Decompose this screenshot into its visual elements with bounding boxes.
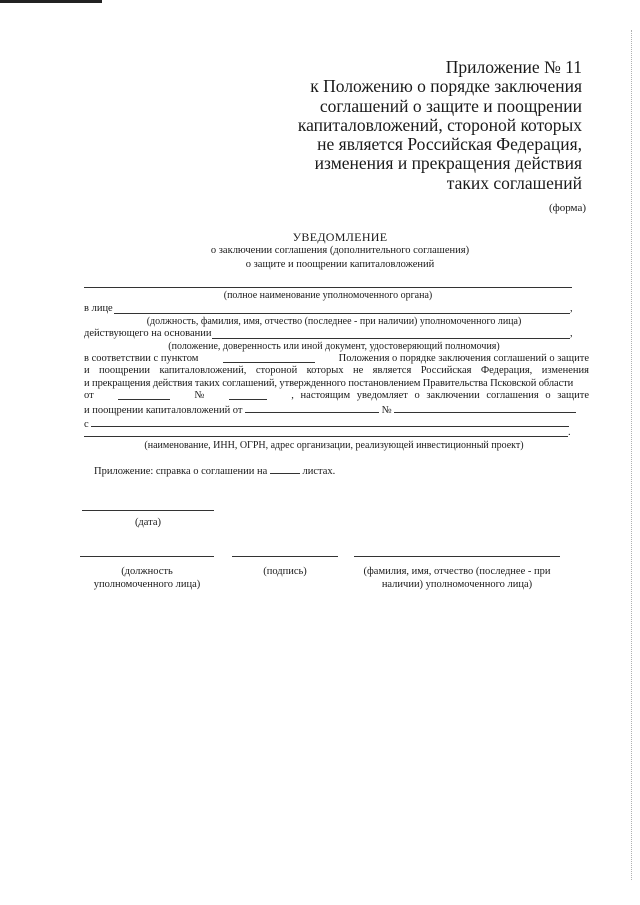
scan-dotted-edge — [630, 30, 632, 880]
fio-caption — [350, 565, 564, 591]
paragraph-r4-ot: от — [84, 390, 94, 402]
acting-basis-label: действующего на основании — [84, 328, 212, 339]
organization-field-line-2[interactable] — [84, 436, 568, 437]
paragraph-r4-no: № — [194, 390, 205, 402]
attachment-prefix: Приложение: справка о соглашении на — [94, 466, 268, 477]
paragraph-row-1 — [84, 353, 589, 365]
appendix-line-4: не является Российская Федерация, — [317, 134, 582, 155]
paragraph-r5-no: № — [381, 404, 392, 416]
position-caption-line-1: (должность — [121, 566, 173, 577]
fio-caption-line-2: наличии) уполномоченного лица) — [381, 579, 533, 590]
authority-caption: (полное наименование уполномоченного органа) — [223, 290, 433, 301]
organization-dot: . — [568, 427, 571, 438]
person-comma: , — [570, 303, 573, 314]
signature-caption: (подпись) — [263, 566, 307, 577]
scan-edge-mark — [0, 0, 102, 3]
fio-caption-line-1: (фамилия, имя, отчество (последнее - при — [363, 566, 551, 577]
authority-name-field[interactable] — [84, 287, 572, 288]
appendix-line-3: капиталовложений, стороной которых — [297, 114, 582, 135]
agreement-date-field[interactable] — [245, 403, 379, 413]
appendix-header — [282, 58, 582, 193]
basis-field[interactable] — [212, 338, 570, 339]
form-label: (форма) — [548, 202, 586, 214]
paragraph-row-6 — [84, 417, 589, 431]
clause-number-field[interactable] — [223, 353, 315, 363]
basis-caption: (положение, доверенность или иной документ, удостоверяющий полномочия) — [168, 341, 500, 352]
agreement-number-field[interactable] — [394, 403, 576, 413]
date-caption: (дата) — [134, 517, 162, 528]
notification-paragraph — [84, 353, 589, 431]
person-caption: (должность, фамилия, имя, отчество (последнее - при наличии) уполномоченного лица) — [146, 316, 522, 327]
attachment-line — [94, 464, 335, 478]
paragraph-r5-a: и поощрении капиталовложений от — [84, 404, 243, 416]
sheets-count-field[interactable] — [270, 464, 300, 474]
paragraph-row-2: и поощрении капиталовложений, стороной которых не является Российская Федерация, изменения — [84, 365, 589, 377]
in-person-label: в лице — [84, 303, 113, 314]
appendix-line-1: к Положению о порядке заключения — [310, 76, 582, 97]
appendix-number: Приложение № 11 — [445, 57, 582, 77]
paragraph-row-5 — [84, 403, 589, 417]
organization-field[interactable] — [91, 417, 569, 427]
position-field[interactable] — [80, 556, 214, 557]
signature-field[interactable] — [232, 556, 338, 557]
paragraph-row-3: и прекращения действия таких соглашений, утвержденного постановлением Правительства Псковской области — [84, 377, 574, 389]
fio-field[interactable] — [354, 556, 560, 557]
paragraph-r6: с — [84, 419, 89, 431]
basis-comma: , — [570, 328, 573, 339]
attachment-suffix: листах. — [302, 466, 336, 477]
title-sub-1: о заключении соглашения (дополнительного соглашения) — [210, 245, 470, 256]
appendix-line-6: таких соглашений — [446, 172, 582, 193]
organization-caption: (наименование, ИНН, ОГРН, адрес организации, реализующей инвестиционный проект) — [144, 440, 524, 451]
paragraph-row-4 — [84, 390, 589, 402]
decree-date-field[interactable] — [118, 390, 170, 400]
appendix-line-2: соглашений о защите и поощрении — [319, 95, 582, 116]
appendix-line-5: изменения и прекращения действия — [314, 153, 582, 174]
title-sub-2: о защите и поощрении капиталовложений — [245, 258, 435, 270]
decree-number-field[interactable] — [229, 390, 267, 400]
paragraph-r1-a: в соответствии с пунктом — [84, 353, 199, 364]
paragraph-r1-b: Положения о порядке заключения соглашений о защите — [338, 353, 589, 364]
position-caption — [66, 565, 228, 591]
document-title — [190, 230, 490, 271]
person-field[interactable] — [114, 313, 570, 314]
date-field[interactable] — [82, 510, 214, 511]
title-main: УВЕДОМЛЕНИЕ — [292, 230, 388, 244]
position-caption-line-2: уполномоченного лица) — [93, 579, 201, 590]
paragraph-r4-c: , настоящим уведомляет о заключении соглашения о защите — [291, 390, 589, 402]
